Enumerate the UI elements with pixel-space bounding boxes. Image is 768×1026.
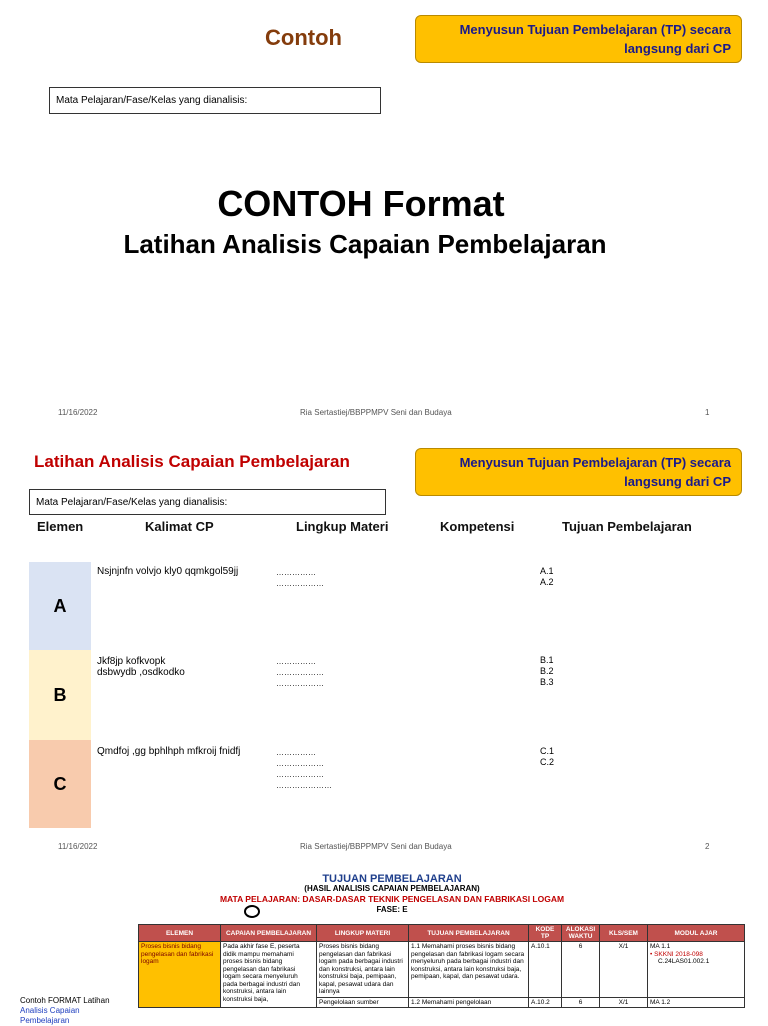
circle-marker-icon (244, 905, 260, 918)
cell-kls: X/1 (600, 997, 648, 1008)
cell-kls: X/1 (600, 942, 648, 998)
cell-elemen: Proses bisnis bidang pengelasan dan fabrikasi logam (139, 942, 221, 1008)
th-tujuan: TUJUAN PEMBELAJARAN (409, 925, 529, 942)
col-tujuan-pembelajaran: Tujuan Pembelajaran (562, 519, 692, 534)
lingkup-item: …………… (276, 748, 316, 757)
tp-code-list (540, 655, 554, 688)
side-label-line3: Pembelajaran (20, 1016, 70, 1025)
th-elemen: ELEMEN (139, 925, 221, 942)
side-label (20, 996, 110, 1026)
cp-text: Jkf8jp kofkvopk dsbwydb ,osdkodko (97, 656, 185, 678)
lingkup-item: …………… (276, 657, 316, 666)
modul-code: C.24LAS01.002.1 (658, 958, 710, 965)
slide2-footer-date: 11/16/2022 (58, 842, 98, 851)
element-letter: C (53, 773, 67, 794)
element-box-c (29, 740, 91, 828)
th-kls: KLS/SEM (600, 925, 648, 942)
badge-line1: Menyusun Tujuan Pembelajaran (TP) secara (459, 22, 731, 37)
th-modul: MODUL AJAR (648, 925, 745, 942)
cell-cp: Pada akhir fase E, peserta didik mampu memahami proses bisnis bidang pengelasan dan fabrikasi logam secara menyeluruh pada berbagai industri dan konstruksi, antara lain konstruksi baja, (221, 942, 317, 1008)
lingkup-item: ………………… (276, 781, 332, 790)
slide1-footer-date: 11/16/2022 (58, 408, 98, 417)
tp-code: B.1 (540, 655, 554, 665)
cell-kode: A.10.2 (529, 997, 562, 1008)
cell-lingkup: Pengelolaan sumber (317, 997, 409, 1008)
modul-name: MA 1.1 (650, 943, 671, 950)
slide2-heading: Latihan Analisis Capaian Pembelajaran (34, 452, 350, 471)
slide1-footer-author: Ria Sertastiej/BBPPMPV Seni dan Budaya (300, 408, 452, 417)
element-box-a (29, 562, 91, 650)
cell-tujuan: 1.1 Memahami proses bisnis bidang pengelasan dan fabrikasi logam secara menyeluruh pada berbagai industri dan konstruksi, antara lain konstruksi baja, pemipaan, kapal, dan pesawat udara. (409, 942, 529, 998)
tp-code-list (540, 566, 554, 588)
cell-alokasi: 6 (562, 942, 600, 998)
tp-code: C.2 (540, 757, 555, 767)
badge-line2: langsung dari CP (624, 41, 731, 56)
tp-code: B.3 (540, 677, 554, 687)
element-letter: A (53, 595, 67, 616)
lingkup-item: ……………… (276, 770, 324, 779)
tp-code: A.1 (540, 566, 554, 576)
th-lingkup: LINGKUP MATERI (317, 925, 409, 942)
slide2-subject-field[interactable]: Mata Pelajaran/Fase/Kelas yang dianalisis: (29, 489, 386, 515)
slide2-badge (415, 448, 742, 496)
slide1-badge (415, 15, 742, 63)
cell-modul (648, 942, 745, 998)
table-row (139, 942, 745, 998)
lingkup-list (276, 656, 324, 689)
lingkup-list (276, 567, 324, 589)
lingkup-item: ……………… (276, 579, 324, 588)
col-lingkup-materi: Lingkup Materi (296, 519, 389, 534)
tp-title: TUJUAN PEMBELAJARAN (322, 873, 462, 885)
tp-table (138, 924, 745, 1008)
tp-subtitle: (HASIL ANALISIS CAPAIAN PEMBELAJARAN) (304, 884, 480, 893)
slide1-subject-field[interactable]: Mata Pelajaran/Fase/Kelas yang dianalisis: (49, 87, 381, 114)
cell-kode: A.10.1 (529, 942, 562, 998)
cp-text: Nsjnjnfn volvjo kly0 qqmkgol59jj (97, 566, 239, 577)
cp-text: Qmdfoj ,gg bphlhph mfkroij fnidfj (97, 746, 241, 757)
lingkup-item: …………… (276, 568, 316, 577)
tp-code: B.2 (540, 666, 554, 676)
lingkup-list (276, 747, 332, 791)
tp-table-header (139, 925, 745, 942)
th-alokasi: ALOKASI WAKTU (562, 925, 600, 942)
side-label-line1: Contoh FORMAT Latihan (20, 996, 110, 1005)
badge-line2: langsung dari CP (624, 474, 731, 489)
slide1-title: CONTOH Format (217, 183, 505, 224)
element-letter: B (53, 684, 67, 705)
tp-code-list (540, 746, 554, 768)
th-kode: KODE TP (529, 925, 562, 942)
lingkup-item: ……………… (276, 759, 324, 768)
lingkup-item: ……………… (276, 679, 324, 688)
col-elemen: Elemen (37, 519, 84, 534)
lingkup-item: ……………… (276, 668, 324, 677)
tp-fase: FASE: E (376, 905, 408, 914)
cell-lingkup: Proses bisnis bidang pengelasan dan fabrikasi logam pada berbagai industri dan konstruksi, antara lain konstruksi baja, pemipaan, kapal, pesawat udara dan lainnya (317, 942, 409, 998)
slide1-subtitle: Latihan Analisis Capaian Pembelajaran (123, 229, 607, 259)
cell-alokasi: 6 (562, 997, 600, 1008)
cell-tujuan: 1.2 Memahami pengelolaan (409, 997, 529, 1008)
tp-code: C.1 (540, 746, 555, 756)
col-kompetensi: Kompetensi (440, 519, 515, 534)
tp-code: A.2 (540, 577, 554, 587)
col-kalimat-cp: Kalimat CP (145, 519, 214, 534)
badge-line1: Menyusun Tujuan Pembelajaran (TP) secara (459, 455, 731, 470)
side-label-line2: Analisis Capaian (20, 1006, 80, 1015)
modul-ref: • SKKNI 2018-098 (650, 950, 703, 958)
slide2-footer-page: 2 (705, 842, 710, 851)
th-capaian: CAPAIAN PEMBELAJARAN (221, 925, 317, 942)
cell-modul: MA 1.2 (648, 997, 745, 1008)
tp-mapel: MATA PELAJARAN: DASAR-DASAR TEKNIK PENGELASAN DAN FABRIKASI LOGAM (219, 894, 565, 904)
slide1-footer-page: 1 (705, 408, 710, 417)
slide1-heading: Contoh (265, 25, 342, 50)
slide2-footer-author: Ria Sertastiej/BBPPMPV Seni dan Budaya (300, 842, 452, 851)
element-box-b (29, 650, 91, 740)
